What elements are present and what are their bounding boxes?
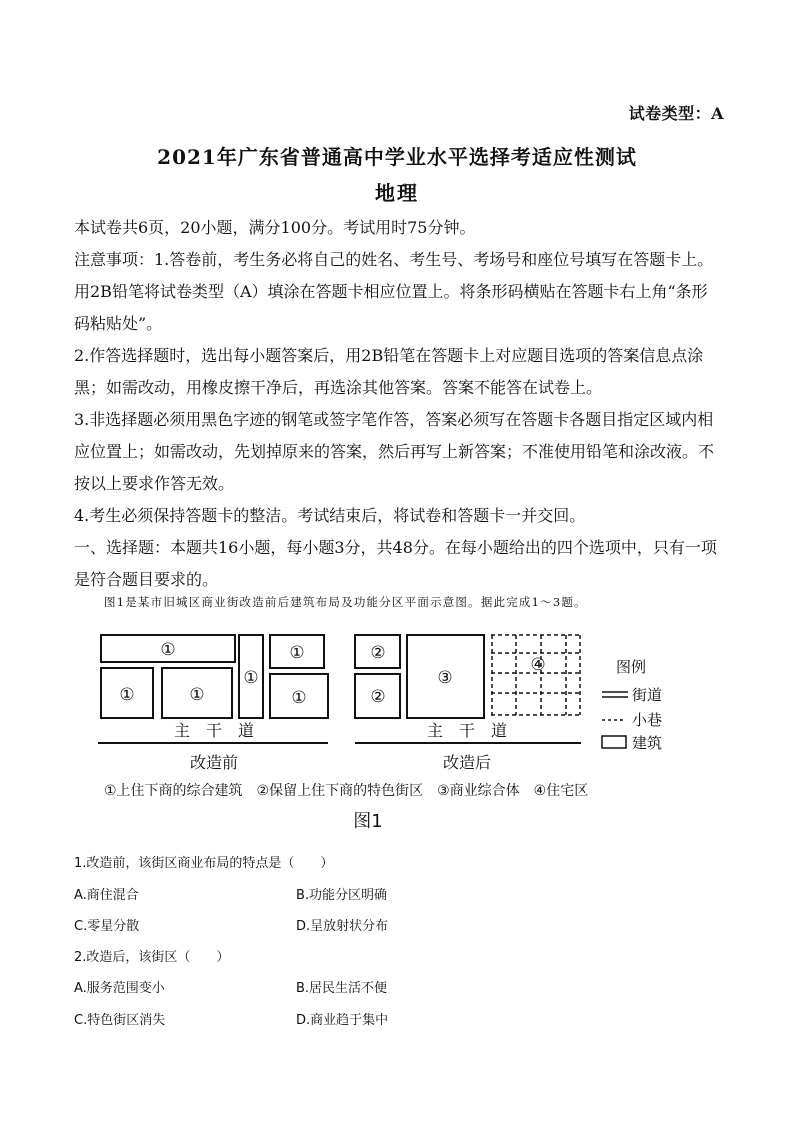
zone-4-mark: ④ bbox=[530, 655, 546, 675]
question-1-stem: 1.改造前，该街区商业布局的特点是（ ） bbox=[74, 856, 334, 871]
instruction-line: 4.考生必须保持答题卡的整洁。考试结束后，将试卷和答题卡一并交回。 bbox=[74, 506, 586, 525]
legend-title: 图例 bbox=[616, 658, 647, 676]
main-road-label: 主 干 道 bbox=[426, 721, 508, 740]
question-2-option-d: D.商业趋于集中 bbox=[296, 1013, 389, 1028]
figure-1 bbox=[96, 630, 696, 835]
instruction-line: 3.非选择题必须用黑色字迹的钢笔或签字笔作答，答案必须写在答题卡各题目指定区域内相应位置上；如需改动，先划掉原来的答案，然后再写上新答案；不准使用铅笔和涂改液。不按以上要求作答无效。 bbox=[74, 410, 715, 493]
legend bbox=[602, 658, 662, 752]
figure-label: 图1 bbox=[353, 811, 383, 832]
question-2-option-a: A.服务范围变小 bbox=[74, 981, 165, 996]
paper-type: 试卷类型：A bbox=[628, 104, 724, 123]
question-1-option-d: D.呈放射状分布 bbox=[296, 919, 389, 934]
before-label: 改造前 bbox=[189, 753, 239, 772]
instructions bbox=[74, 212, 720, 596]
legend-street-label: 街道 bbox=[632, 686, 663, 704]
instruction-line: 本试卷共6页，20小题，满分100分。考试用时75分钟。 bbox=[74, 218, 476, 237]
exam-title: 2021年广东省普通高中学业水平选择考适应性测试 bbox=[157, 145, 637, 169]
instruction-line: 注意事项：1.答卷前，考生务必将自己的姓名、考生号、考场号和座位号填写在答题卡上。用2B铅笔将试卷类型（A）填涂在答题卡相应位置上。将条形码横贴在答题卡右上角“条形码粘贴处”。 bbox=[74, 250, 714, 333]
zone-3-mark: ③ bbox=[437, 668, 453, 688]
legend-alley-label: 小巷 bbox=[632, 711, 663, 729]
after-label: 改造后 bbox=[442, 753, 492, 772]
zone-1-mark: ① bbox=[243, 668, 259, 688]
zone-1-mark: ① bbox=[189, 685, 205, 705]
section-heading: 一、选择题：本题共16小题，每小题3分，共48分。在每小题给出的四个选项中，只有一项是符合题目要求的。 bbox=[74, 538, 717, 589]
zone-2-mark: ② bbox=[370, 687, 386, 707]
zone-1-mark: ① bbox=[291, 688, 307, 708]
legend-building-label: 建筑 bbox=[632, 734, 663, 752]
question-1-option-a: A.商住混合 bbox=[74, 888, 139, 903]
main-road-label: 主 干 道 bbox=[173, 721, 255, 740]
instruction-line: 2.作答选择题时，选出每小题答案后，用2B铅笔在答题卡上对应题目选项的答案信息点涂黑；如需改动，用橡皮擦干净后，再选涂其他答案。答案不能答在试卷上。 bbox=[74, 346, 704, 397]
zone-1-mark: ① bbox=[119, 685, 135, 705]
subject-title: 地理 bbox=[375, 181, 419, 205]
question-2-option-c: C.特色街区消失 bbox=[74, 1013, 166, 1028]
figure-intro: 图1是某市旧城区商业街改造前后建筑布局及功能分区平面示意图。据此完成1～3题。 bbox=[104, 595, 587, 609]
zone-2-mark: ② bbox=[370, 643, 386, 663]
question-1-option-b: B.功能分区明确 bbox=[296, 888, 388, 903]
question-2-stem: 2.改造后，该街区（ ） bbox=[74, 950, 230, 965]
question-1-option-c: C.零星分散 bbox=[74, 919, 140, 934]
zone-1-mark: ① bbox=[160, 640, 176, 660]
question-2-option-b: B.居民生活不便 bbox=[296, 981, 388, 996]
residential-grid bbox=[491, 635, 581, 715]
zone-1-mark: ① bbox=[289, 643, 305, 663]
figure-caption: ①上住下商的综合建筑 ②保留上住下商的特色街区 ③商业综合体 ④住宅区 bbox=[104, 783, 589, 799]
